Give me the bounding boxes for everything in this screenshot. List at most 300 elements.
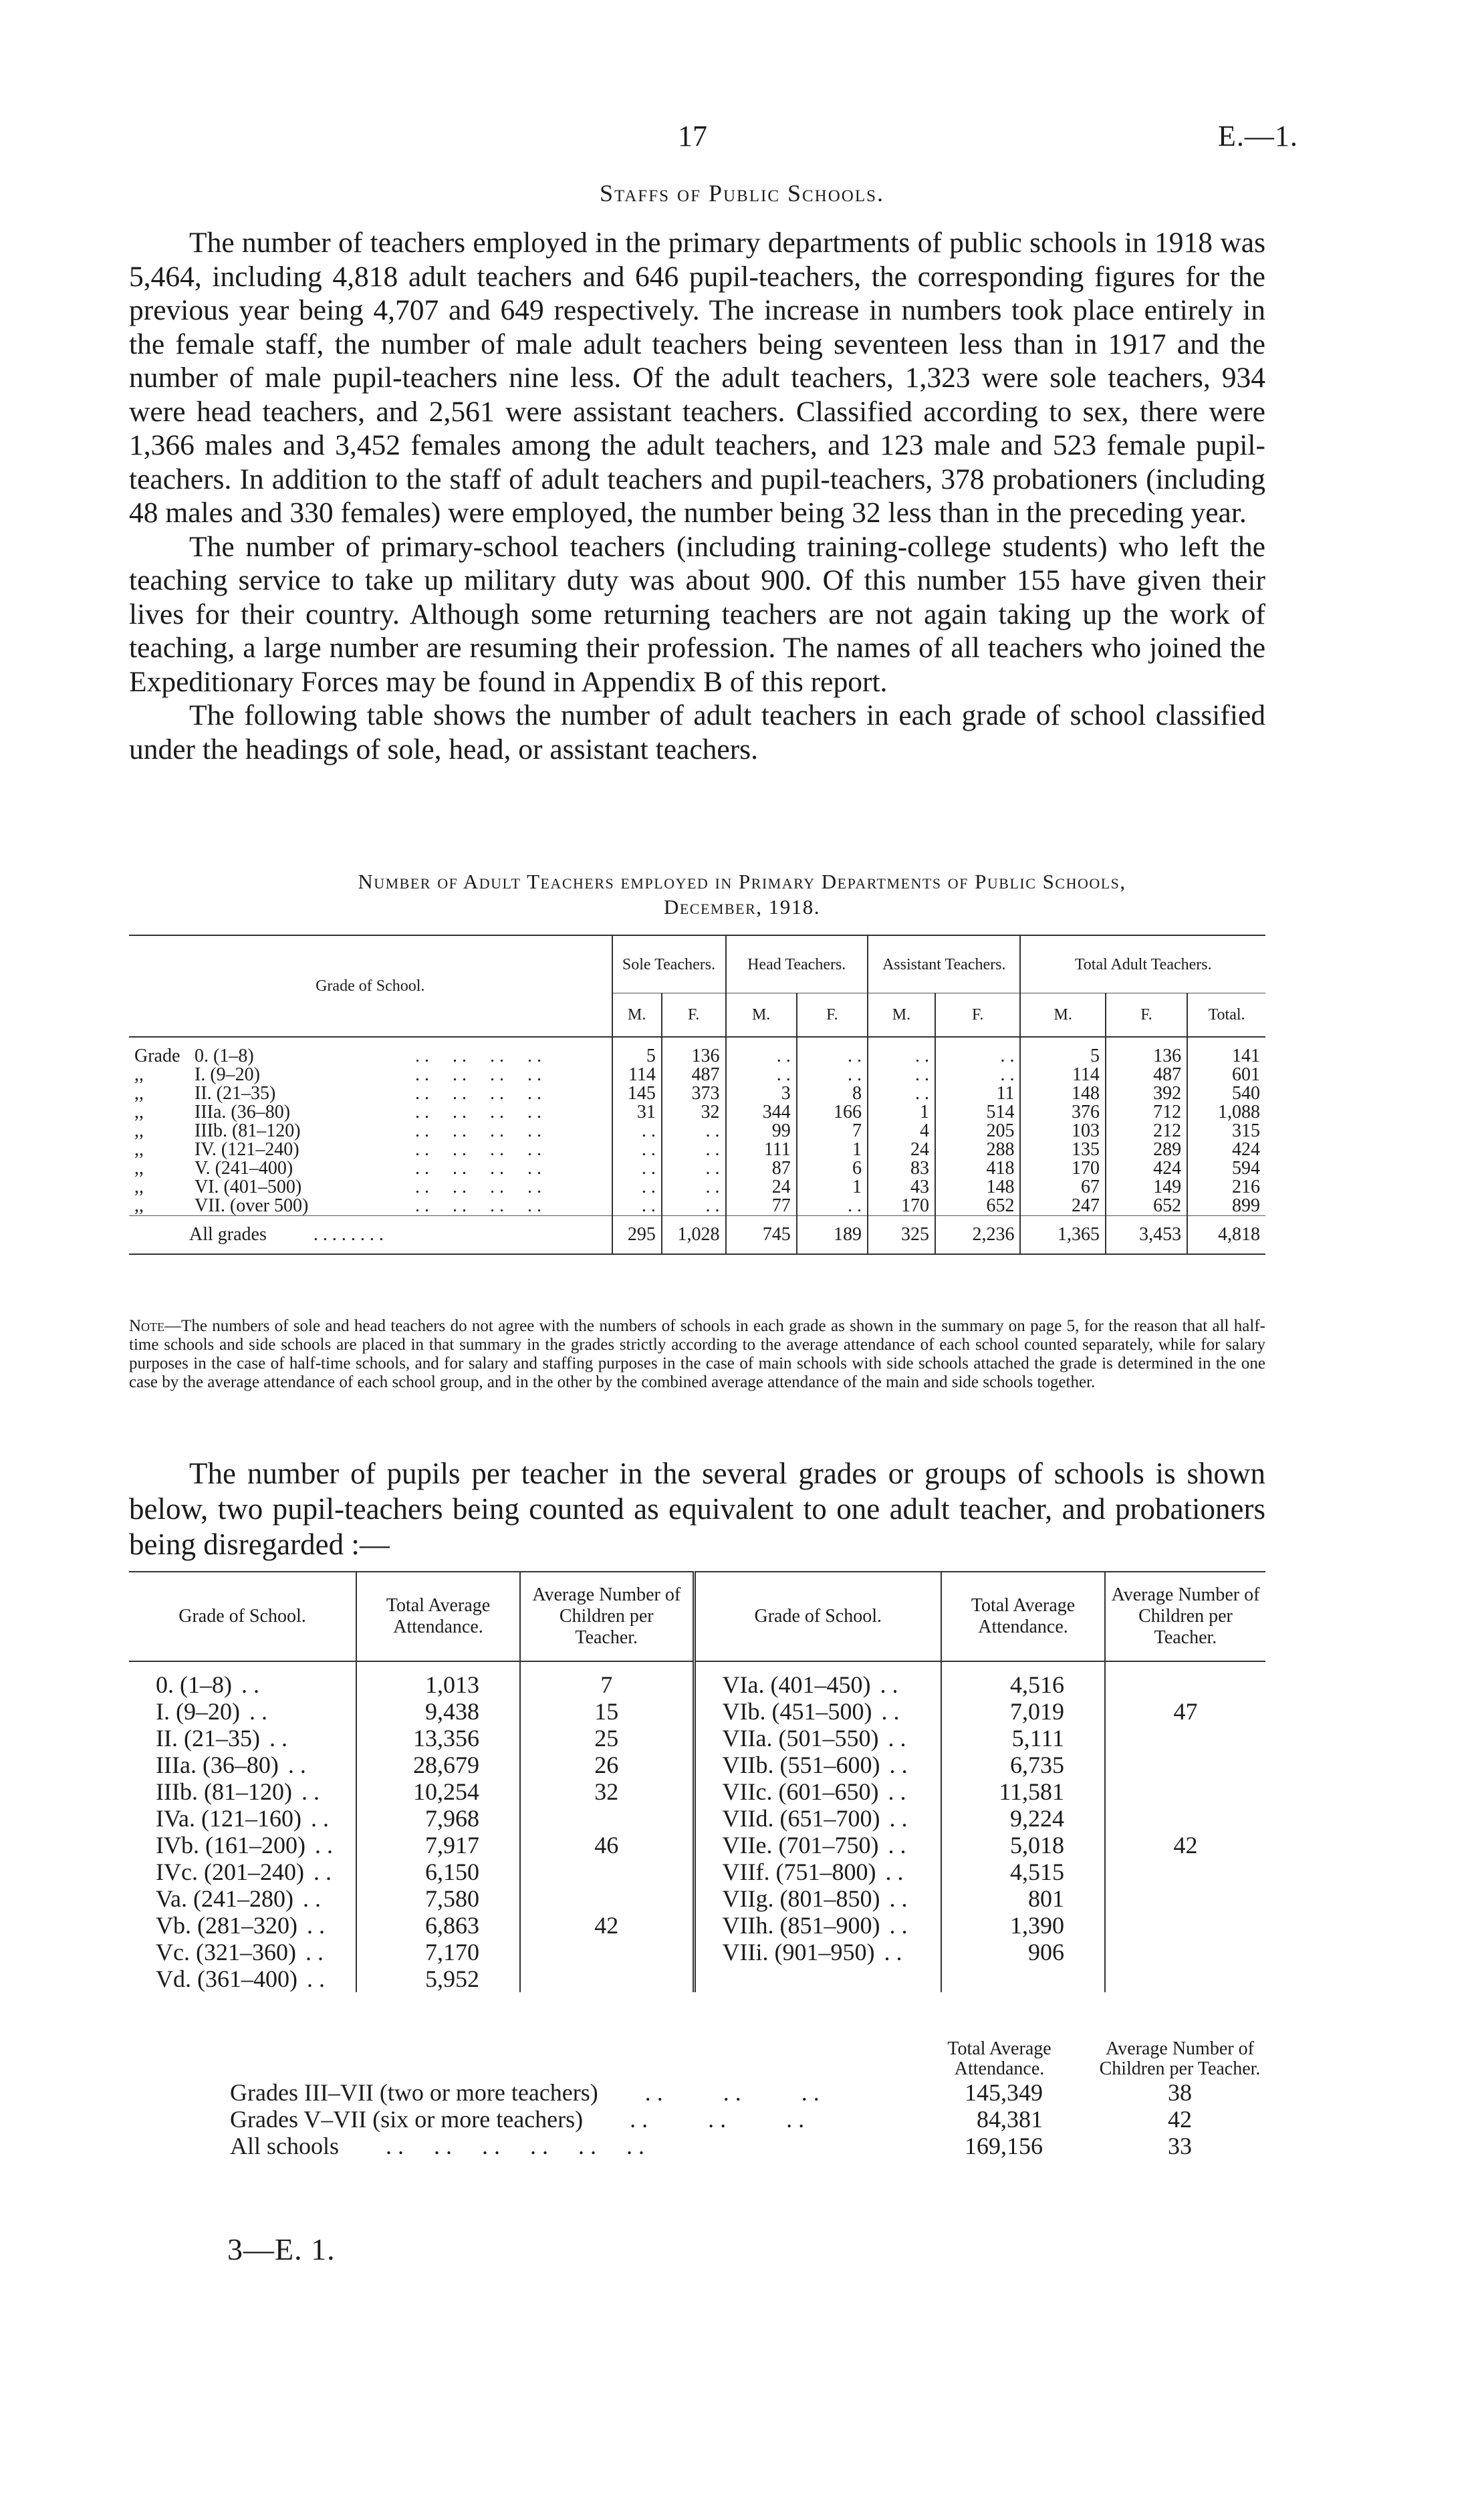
- attendance-left: 7,170: [356, 1939, 520, 1965]
- cell-am: . .: [868, 1084, 935, 1103]
- grade-cell: [129, 1066, 612, 1084]
- cell-am: 1: [868, 1103, 935, 1122]
- cell-tm: 103: [1020, 1122, 1106, 1141]
- cell-af: 205: [935, 1122, 1021, 1141]
- leader-dots: . . . . . . . .: [415, 1064, 541, 1085]
- leader-dots: . .: [314, 1832, 333, 1859]
- cell-tt: 216: [1187, 1178, 1265, 1197]
- grade-right: [694, 1885, 941, 1912]
- leader-dots: . .: [885, 1859, 904, 1885]
- group-label: All schools: [230, 2133, 340, 2159]
- attendance-right: 7,019: [941, 1698, 1105, 1725]
- cell-tt: 540: [1187, 1084, 1265, 1103]
- cell-tt: 1,088: [1187, 1103, 1265, 1122]
- t3-header-average: Average Number of Children per Teacher.: [1099, 2038, 1261, 2079]
- all-head-m: 745: [726, 1216, 797, 1255]
- grade-cell: [129, 1103, 612, 1122]
- average-left: 7: [520, 1661, 694, 1698]
- grade-label: IVb. (161–200): [156, 1832, 305, 1859]
- leader-dots: . . . . . . . .: [415, 1083, 541, 1104]
- table3-row: [227, 2106, 1270, 2133]
- attendance-right: 5,018: [941, 1832, 1105, 1859]
- cell-sm: . .: [612, 1141, 662, 1159]
- cell-sf: . .: [662, 1178, 726, 1197]
- header-sole-teachers: Sole Teachers.: [612, 935, 726, 993]
- attendance-right: 4,516: [941, 1661, 1105, 1698]
- attendance-right: 11,581: [941, 1778, 1105, 1805]
- grade-cell: [129, 1084, 612, 1103]
- grade-label: Vb. (281–320): [156, 1912, 297, 1939]
- leader-dots: . .: [301, 1778, 320, 1805]
- table1-row: [129, 1178, 1265, 1197]
- cell-sm: 145: [612, 1084, 662, 1103]
- grade-prefix: ,,: [134, 1102, 144, 1122]
- attendance-left: 5,952: [356, 1965, 520, 1992]
- average-left: 46: [520, 1832, 694, 1859]
- cell-tf: 289: [1106, 1141, 1187, 1159]
- all-sole-m: 295: [612, 1216, 662, 1255]
- grade-label: VIIb. (551–600): [722, 1752, 880, 1778]
- grade-label: VIa. (401–450): [722, 1671, 871, 1698]
- t2-header-average-right: Average Number of Children per Teacher.: [1105, 1572, 1265, 1661]
- grade-left: [129, 1661, 356, 1698]
- pupils-per-teacher-text: [129, 1456, 1265, 1562]
- cell-sf: 373: [662, 1084, 726, 1103]
- leader-dots: . . . . . .: [644, 2079, 820, 2106]
- average-left: 42: [520, 1912, 694, 1939]
- grade-label: Vc. (321–360): [156, 1939, 296, 1965]
- grade-left: [129, 1832, 356, 1859]
- cell-tm: 148: [1020, 1084, 1106, 1103]
- grade-label: V. (241–400): [195, 1158, 293, 1179]
- cell-tf: 136: [1106, 1037, 1187, 1066]
- paragraph-table-intro: The following table shows the number of adult teachers in each grade of school classified under the headings of sole, head, or assistant teachers.: [129, 699, 1265, 765]
- leader-dots: . .: [881, 1698, 900, 1725]
- grade-right: [694, 1805, 941, 1832]
- cell-am: 4: [868, 1122, 935, 1141]
- grade-label: Va. (241–280): [156, 1885, 293, 1912]
- attendance-right: 4,515: [941, 1859, 1105, 1885]
- attendance-right: 9,224: [941, 1805, 1105, 1832]
- note-text: —The numbers of sole and head teachers do not agree with the numbers of schools in each grade as shown in the summary on page 5, for the reason that all half-time schools and side schools are placed in that summary in the grades strictly according to the average attendance of each school counted separately, while for salary purposes in the case of half-time schools, and for salary and staffing purposes in the case of main schools with side schools attached the grade is determined in the one case by the average attendance of each school group, and in the other by the combined average attendance of the main and side schools together.: [129, 1317, 1265, 1391]
- cell-am: 170: [868, 1197, 935, 1216]
- table1-title-line2: December, 1918.: [663, 895, 821, 919]
- t3-header-attendance: Total Average Attendance.: [947, 2038, 1052, 2079]
- grade-right: [694, 1778, 941, 1805]
- grade-label: VII. (over 500): [195, 1195, 309, 1216]
- grade-left: [129, 1698, 356, 1725]
- grade-prefix: ,,: [134, 1064, 144, 1085]
- average-right: [1105, 1778, 1265, 1805]
- attendance-right: 1,390: [941, 1912, 1105, 1939]
- footer-reference: 3—E. 1.: [227, 2232, 336, 2266]
- average-right: [1105, 1885, 1265, 1912]
- table2-body: [129, 1661, 1265, 1992]
- all-total-total: 4,818: [1187, 1216, 1265, 1255]
- grade-cell: [129, 1178, 612, 1197]
- cell-am: 24: [868, 1141, 935, 1159]
- leader-dots: . . . . . . . .: [415, 1102, 541, 1122]
- cell-hm: 99: [726, 1122, 797, 1141]
- cell-hf: 6: [797, 1159, 868, 1178]
- grade-right: [694, 1698, 941, 1725]
- leader-dots: . .: [310, 1805, 329, 1832]
- table1-title-line1: Number of Adult Teachers employed in Primary Departments of Public Schools,: [358, 870, 1126, 893]
- leader-dots: . .: [269, 1725, 287, 1752]
- attendance-left: 7,968: [356, 1805, 520, 1832]
- attendance-right: 801: [941, 1885, 1105, 1912]
- table2-row: [129, 1885, 1265, 1912]
- intro-text: [129, 226, 1265, 766]
- leader-dots: . .: [888, 1725, 906, 1752]
- cell-af: 148: [935, 1178, 1021, 1197]
- grade-label: VIIc. (601–650): [722, 1778, 879, 1805]
- grade-cell: [129, 1141, 612, 1159]
- grade-label: I. (9–20): [195, 1064, 260, 1085]
- cell-sf: . .: [662, 1197, 726, 1216]
- leader-dots: . .: [306, 1912, 325, 1939]
- cell-sm: 5: [612, 1037, 662, 1066]
- leader-dots: . . . . . . . .: [415, 1139, 541, 1160]
- cell-tf: 487: [1106, 1066, 1187, 1084]
- table2-row: [129, 1832, 1265, 1859]
- t2-header-attendance-left: Total Average Attendance.: [356, 1572, 520, 1661]
- grade-label: VIIa. (501–550): [722, 1725, 879, 1752]
- cell-tm: 67: [1020, 1178, 1106, 1197]
- cell-sm: . .: [612, 1197, 662, 1216]
- all-assist-m: 325: [868, 1216, 935, 1255]
- grade-left: [129, 1805, 356, 1832]
- cell-hm: . .: [726, 1037, 797, 1066]
- leader-dots: . .: [241, 1671, 259, 1698]
- cell-hm: . .: [726, 1066, 797, 1084]
- t2-header-attendance-right: Total Average Attendance.: [941, 1572, 1105, 1661]
- grade-label: VIb. (451–500): [722, 1698, 872, 1725]
- average-right: [1105, 1805, 1265, 1832]
- grade-label: IV. (121–240): [195, 1139, 299, 1160]
- attendance-left: 6,863: [356, 1912, 520, 1939]
- grade-label: IIIa. (36–80): [156, 1752, 279, 1778]
- grade-prefix: ,,: [134, 1083, 144, 1104]
- grade-right: [694, 1939, 941, 1965]
- cell-tt: 899: [1187, 1197, 1265, 1216]
- average-right: [1105, 1752, 1265, 1778]
- table1-all-grades-row: [129, 1216, 1265, 1255]
- average-left: [520, 1805, 694, 1832]
- leader-dots: . .: [306, 1965, 325, 1992]
- leader-dots: . .: [889, 1805, 908, 1832]
- average-left: 15: [520, 1698, 694, 1725]
- grade-label: Vd. (361–400): [156, 1965, 297, 1992]
- attendance-right: [941, 1965, 1105, 1992]
- cell-tm: 170: [1020, 1159, 1106, 1178]
- leader-dots: . . . . . . . .: [415, 1120, 541, 1141]
- attendance-left: 1,013: [356, 1661, 520, 1698]
- all-assist-f: 2,236: [935, 1216, 1021, 1255]
- grade-label: VIIh. (851–900): [722, 1912, 880, 1939]
- page-number: 17: [678, 120, 707, 152]
- cell-hf: 166: [797, 1103, 868, 1122]
- cell-af: 11: [935, 1084, 1021, 1103]
- t2-header-average-left: Average Number of Children per Teacher.: [520, 1572, 694, 1661]
- cell-hm: 87: [726, 1159, 797, 1178]
- group-average: 38: [1168, 2079, 1192, 2106]
- grade-label: 0. (1–8): [156, 1671, 232, 1698]
- table3-body: [227, 2079, 1270, 2159]
- cell-am: . .: [868, 1066, 935, 1084]
- table3-row: [227, 2079, 1270, 2106]
- leader-dots: . . . . . . . .: [415, 1177, 541, 1197]
- grade-label: IVc. (201–240): [156, 1859, 304, 1885]
- grade-prefix: ,,: [134, 1139, 144, 1160]
- t2-header-grade-left: Grade of School.: [178, 1606, 306, 1627]
- cell-tm: 114: [1020, 1066, 1106, 1084]
- attendance-left: 10,254: [356, 1778, 520, 1805]
- cell-tm: 376: [1020, 1103, 1106, 1122]
- grade-label: IIIb. (81–120): [195, 1120, 301, 1141]
- grade-label: IIIb. (81–120): [156, 1778, 292, 1805]
- average-right: 42: [1105, 1832, 1265, 1859]
- leader-dots: . . . . . . . . . . . .: [386, 2133, 645, 2159]
- table2-row: [129, 1752, 1265, 1778]
- header-assist-m: M.: [868, 993, 935, 1037]
- attendance-left: 13,356: [356, 1725, 520, 1752]
- cell-sf: . .: [662, 1141, 726, 1159]
- average-right: [1105, 1965, 1265, 1992]
- table1-row: [129, 1159, 1265, 1178]
- table2-row: [129, 1805, 1265, 1832]
- grade-label: VIId. (651–700): [722, 1805, 880, 1832]
- attendance-left: 6,150: [356, 1859, 520, 1885]
- table2-row: [129, 1661, 1265, 1698]
- leader-dots: . .: [888, 1832, 906, 1859]
- cell-hm: 24: [726, 1178, 797, 1197]
- header-sole-f: F.: [662, 993, 726, 1037]
- group-attendance: 84,381: [977, 2106, 1043, 2133]
- group-label-cell: [227, 2133, 909, 2159]
- group-label-cell: [227, 2106, 909, 2133]
- grade-label: VI. (401–500): [195, 1177, 302, 1197]
- leader-dots: . .: [249, 1698, 267, 1725]
- cell-af: 418: [935, 1159, 1021, 1178]
- grade-prefix: Grade: [134, 1046, 180, 1066]
- group-attendance: 145,349: [965, 2079, 1043, 2106]
- table2-row: [129, 1698, 1265, 1725]
- cell-af: . .: [935, 1037, 1021, 1066]
- all-total-f: 3,453: [1106, 1216, 1187, 1255]
- cell-tt: 601: [1187, 1066, 1265, 1084]
- grade-left: [129, 1965, 356, 1992]
- leader-dots: . .: [287, 1752, 306, 1778]
- cell-sf: 136: [662, 1037, 726, 1066]
- table3-row: [227, 2133, 1270, 2159]
- cell-hm: 111: [726, 1141, 797, 1159]
- leader-dots: . .: [305, 1939, 324, 1965]
- grade-prefix: ,,: [134, 1158, 144, 1179]
- attendance-right: 906: [941, 1939, 1105, 1965]
- header-total-total: Total.: [1187, 993, 1265, 1037]
- all-sole-f: 1,028: [662, 1216, 726, 1255]
- grade-left: [129, 1885, 356, 1912]
- cell-sm: . .: [612, 1159, 662, 1178]
- header-sole-m: M.: [612, 993, 662, 1037]
- average-left: 25: [520, 1725, 694, 1752]
- cell-tm: 5: [1020, 1037, 1106, 1066]
- cell-tt: 424: [1187, 1141, 1265, 1159]
- header-grade-of-school: Grade of School.: [129, 935, 612, 1037]
- header-total-m: M.: [1020, 993, 1106, 1037]
- leader-dots: . .: [880, 1671, 898, 1698]
- cell-hf: . .: [797, 1066, 868, 1084]
- table2-row: [129, 1725, 1265, 1752]
- grade-left: [129, 1859, 356, 1885]
- cell-tt: 315: [1187, 1122, 1265, 1141]
- table1-row: [129, 1122, 1265, 1141]
- grade-left: [129, 1752, 356, 1778]
- cell-am: 83: [868, 1159, 935, 1178]
- table1-row: [129, 1103, 1265, 1122]
- grade-groups-summary-table: [227, 2039, 1270, 2159]
- table1-row: [129, 1084, 1265, 1103]
- grade-prefix: ,,: [134, 1195, 144, 1216]
- average-right: [1105, 1939, 1265, 1965]
- leader-dots: . . . . . . . .: [415, 1195, 541, 1216]
- leader-dots: . . . . . . . .: [415, 1158, 541, 1179]
- paragraph-pupils-per-teacher: The number of pupils per teacher in the several grades or groups of schools is shown below, two pupil-teachers being counted as equivalent to one adult teacher, and probationers being disregarded :—: [129, 1457, 1265, 1561]
- grade-prefix: ,,: [134, 1120, 144, 1141]
- all-total-m: 1,365: [1020, 1216, 1106, 1255]
- leader-dots: . .: [302, 1885, 321, 1912]
- paragraph-military-duty: The number of primary-school teachers (including training-college students) who left the teaching service to take up military duty was about 900. Of this number 155 have given their lives for their country. Although some returning teachers are not again taking up the work of teaching, a large number are resuming their profession. The names of all teachers who joined the Expeditionary Forces may be found in Appendix B of this report.: [129, 530, 1265, 698]
- cell-am: 43: [868, 1178, 935, 1197]
- grade-cell: [129, 1122, 612, 1141]
- table-note: [129, 1317, 1265, 1392]
- paragraph-teachers-employed: The number of teachers employed in the primary departments of public schools in 1918 was 5,464, including 4,818 adult teachers and 646 pupil-teachers, the corresponding figures for the previous year being 4,707 and 649 respectively. The increase in numbers took place entirely in the female staff, the number of male adult teachers being seventeen less than in 1917 and the number of male pupil-teachers nine less. Of the adult teachers, 1,323 were sole teachers, 934 were head teachers, and 2,561 were assistant teachers. Classified according to sex, there were 1,366 males and 3,452 females among the adult teachers, and 123 male and 523 female pupil-teachers. In addition to the staff of adult teachers and pupil-teachers, 378 probationers (including 48 males and 330 females) were employed, the number being 32 less than in the preceding year.: [129, 227, 1265, 529]
- cell-hf: 8: [797, 1084, 868, 1103]
- attendance-left: 7,580: [356, 1885, 520, 1912]
- header-assist-f: F.: [935, 993, 1021, 1037]
- cell-tf: 149: [1106, 1178, 1187, 1197]
- table1-row: [129, 1037, 1265, 1066]
- grade-left: [129, 1939, 356, 1965]
- average-left: [520, 1859, 694, 1885]
- cell-hf: . .: [797, 1037, 868, 1066]
- table2-row: [129, 1939, 1265, 1965]
- grade-label: I. (9–20): [156, 1698, 240, 1725]
- cell-tm: 135: [1020, 1141, 1106, 1159]
- cell-tt: 594: [1187, 1159, 1265, 1178]
- grade-label: VIIf. (751–800): [722, 1859, 876, 1885]
- all-head-f: 189: [797, 1216, 868, 1255]
- table2-row: [129, 1912, 1265, 1939]
- header-total-adult-teachers: Total Adult Teachers.: [1020, 935, 1265, 993]
- grade-prefix: ,,: [134, 1177, 144, 1197]
- leader-dots: . .: [889, 1912, 908, 1939]
- document-reference: E.—1.: [1218, 120, 1298, 152]
- average-right: [1105, 1859, 1265, 1885]
- header-head-f: F.: [797, 993, 868, 1037]
- average-right: [1105, 1912, 1265, 1939]
- cell-tf: 212: [1106, 1122, 1187, 1141]
- section-title: Staffs of Public Schools.: [599, 180, 885, 207]
- cell-sf: . .: [662, 1122, 726, 1141]
- leader-dots: . .: [889, 1885, 908, 1912]
- table2-row: [129, 1859, 1265, 1885]
- attendance-right: 5,111: [941, 1725, 1105, 1752]
- cell-am: . .: [868, 1037, 935, 1066]
- grade-right: [694, 1832, 941, 1859]
- adult-teachers-table: [129, 935, 1265, 1255]
- cell-af: 652: [935, 1197, 1021, 1216]
- group-attendance: 169,156: [965, 2133, 1043, 2159]
- grade-label: II. (21–35): [156, 1725, 260, 1752]
- t3-header-blank: [227, 2039, 909, 2079]
- pupils-per-teacher-table: [129, 1571, 1265, 1992]
- cell-sf: 32: [662, 1103, 726, 1122]
- grade-cell: [129, 1159, 612, 1178]
- attendance-left: 7,917: [356, 1832, 520, 1859]
- leader-dots: . .: [889, 1752, 908, 1778]
- attendance-left: 28,679: [356, 1752, 520, 1778]
- cell-tf: 392: [1106, 1084, 1187, 1103]
- note-label: Note: [129, 1317, 165, 1335]
- leader-dots: . .: [884, 1939, 902, 1965]
- cell-hf: . .: [797, 1197, 868, 1216]
- header-total-f: F.: [1106, 993, 1187, 1037]
- cell-hf: 7: [797, 1122, 868, 1141]
- attendance-left: 9,438: [356, 1698, 520, 1725]
- cell-af: 514: [935, 1103, 1021, 1122]
- table1-title: [0, 869, 1484, 920]
- cell-tf: 424: [1106, 1159, 1187, 1178]
- header-head-teachers: Head Teachers.: [726, 935, 868, 993]
- table1-row: [129, 1197, 1265, 1216]
- average-right: [1105, 1661, 1265, 1698]
- t2-header-grade-right: Grade of School.: [694, 1572, 941, 1661]
- leader-dots: . . . . . .: [630, 2106, 805, 2133]
- group-average: 42: [1168, 2106, 1192, 2133]
- cell-hm: 3: [726, 1084, 797, 1103]
- grade-right: [694, 1661, 941, 1698]
- average-left: 32: [520, 1778, 694, 1805]
- cell-sm: . .: [612, 1178, 662, 1197]
- average-left: 26: [520, 1752, 694, 1778]
- grade-right: [694, 1912, 941, 1939]
- cell-tt: 141: [1187, 1037, 1265, 1066]
- average-left: [520, 1939, 694, 1965]
- cell-tf: 652: [1106, 1197, 1187, 1216]
- cell-sm: 114: [612, 1066, 662, 1084]
- cell-hf: 1: [797, 1141, 868, 1159]
- cell-hf: 1: [797, 1178, 868, 1197]
- grade-left: [129, 1778, 356, 1805]
- grade-label: IVa. (121–160): [156, 1805, 301, 1832]
- table2-row: [129, 1778, 1265, 1805]
- cell-tm: 247: [1020, 1197, 1106, 1216]
- group-label: Grades V–VII (six or more teachers): [230, 2106, 584, 2133]
- cell-sf: 487: [662, 1066, 726, 1084]
- average-left: [520, 1965, 694, 1992]
- grade-cell: [129, 1197, 612, 1216]
- group-label-cell: [227, 2079, 909, 2106]
- header-head-m: M.: [726, 993, 797, 1037]
- grade-label: VIIg. (801–850): [722, 1885, 880, 1912]
- cell-hm: 77: [726, 1197, 797, 1216]
- grade-label: 0. (1–8): [195, 1046, 254, 1066]
- grade-right: [694, 1752, 941, 1778]
- cell-af: . .: [935, 1066, 1021, 1084]
- cell-hm: 344: [726, 1103, 797, 1122]
